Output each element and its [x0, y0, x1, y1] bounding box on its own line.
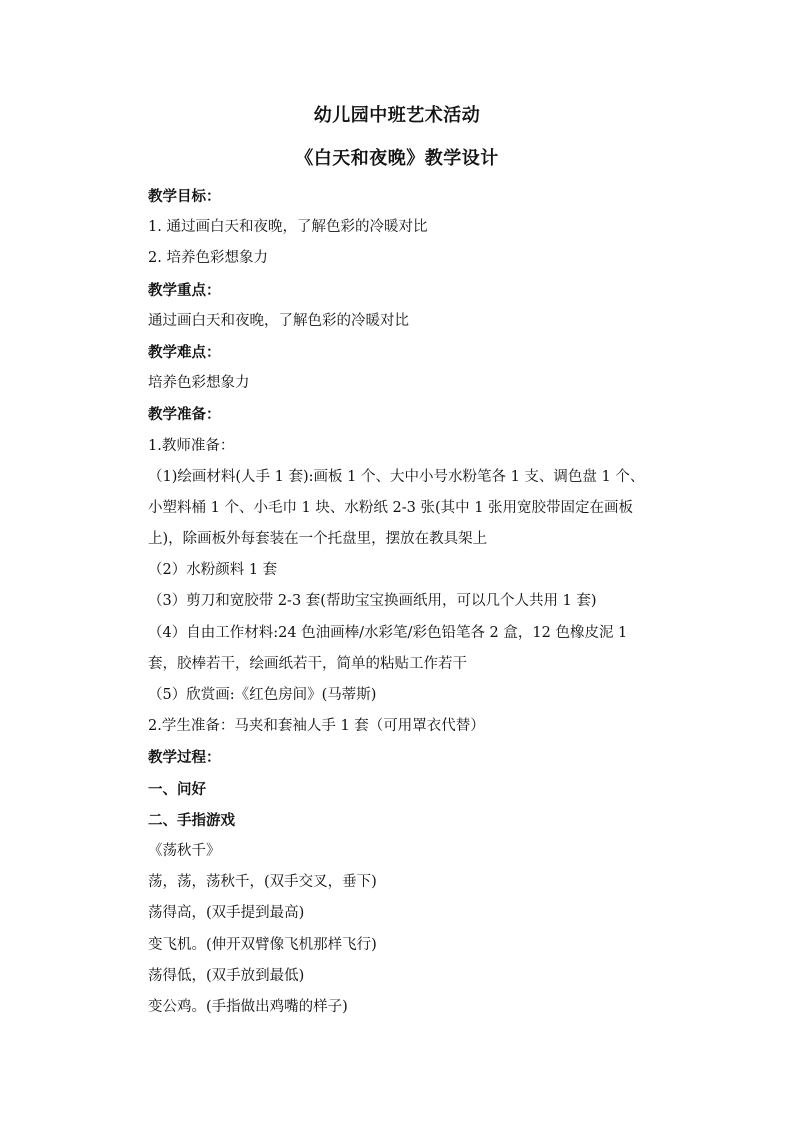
finger-game-line: 荡，荡，荡秋千，(双手交叉，垂下): [148, 874, 377, 891]
finger-game-title: 《荡秋千》: [148, 842, 221, 859]
document-subtitle: 《白天和夜晚》教学设计: [295, 148, 499, 169]
document-title: 幼儿园中班艺术活动: [313, 105, 481, 126]
section-heading-difficulties: 教学难点：: [148, 343, 221, 361]
process-step-heading: 二、手指游戏: [148, 811, 235, 829]
section-heading-process: 教学过程：: [148, 749, 221, 767]
finger-game-line: 荡得低，(双手放到最低): [148, 967, 305, 984]
document-body: [148, 181, 668, 1023]
finger-game-line: 荡得高，(双手提到最高): [148, 905, 305, 922]
preparation-item: （4）自由工作材料:24 色油画棒/水彩笔/彩色铅笔各 2 盒，12 色橡皮泥 1: [148, 624, 628, 641]
preparation-item-continued: 套，胶棒若干，绘画纸若干，简单的粘贴工作若干: [148, 655, 467, 672]
objective-item: 2. 培养色彩想象力: [148, 250, 268, 267]
preparation-item: （1)绘画材料(人手 1 套):画板 1 个、大中小号水粉笔各 1 支、调色盘 1 个、: [148, 468, 645, 485]
section-heading-objectives: 教学目标：: [148, 188, 221, 205]
process-step-heading: 一、问好: [148, 780, 206, 798]
preparation-item: （3）剪刀和宽胶带 2-3 套(帮助宝宝换画纸用，可以几个人共用 1 套): [148, 593, 597, 610]
section-heading-preparation: 教学准备：: [148, 406, 221, 424]
preparation-item-continued: 上)，除画板外每套装在一个托盘里，摆放在教具架上: [148, 531, 488, 548]
preparation-item: （5）欣赏画:《红色房间》(马蒂斯): [148, 687, 377, 703]
section-heading-key-points: 教学重点：: [148, 281, 221, 299]
objective-item: 1. 通过画白天和夜晚，了解色彩的冷暖对比: [148, 219, 428, 236]
difficulty-text: 培养色彩想象力: [148, 375, 250, 392]
finger-game-line: 变公鸡。(手指做出鸡嘴的样子): [148, 998, 348, 1015]
preparation-subheading: 1.教师准备：: [148, 437, 235, 454]
preparation-item: （2）水粉颜料 1 套: [148, 562, 278, 579]
preparation-item-continued: 小塑料桶 1 个、小毛巾 1 块、水粉纸 2-3 张(其中 1 张用宽胶带固定在画板: [148, 499, 634, 516]
preparation-subheading: 2.学生准备：马夹和套袖人手 1 套（可用罩衣代替）: [148, 718, 485, 735]
key-point-text: 通过画白天和夜晚，了解色彩的冷暖对比: [148, 312, 409, 329]
finger-game-line: 变飞机。(伸开双臂像飞机那样飞行): [148, 936, 377, 953]
